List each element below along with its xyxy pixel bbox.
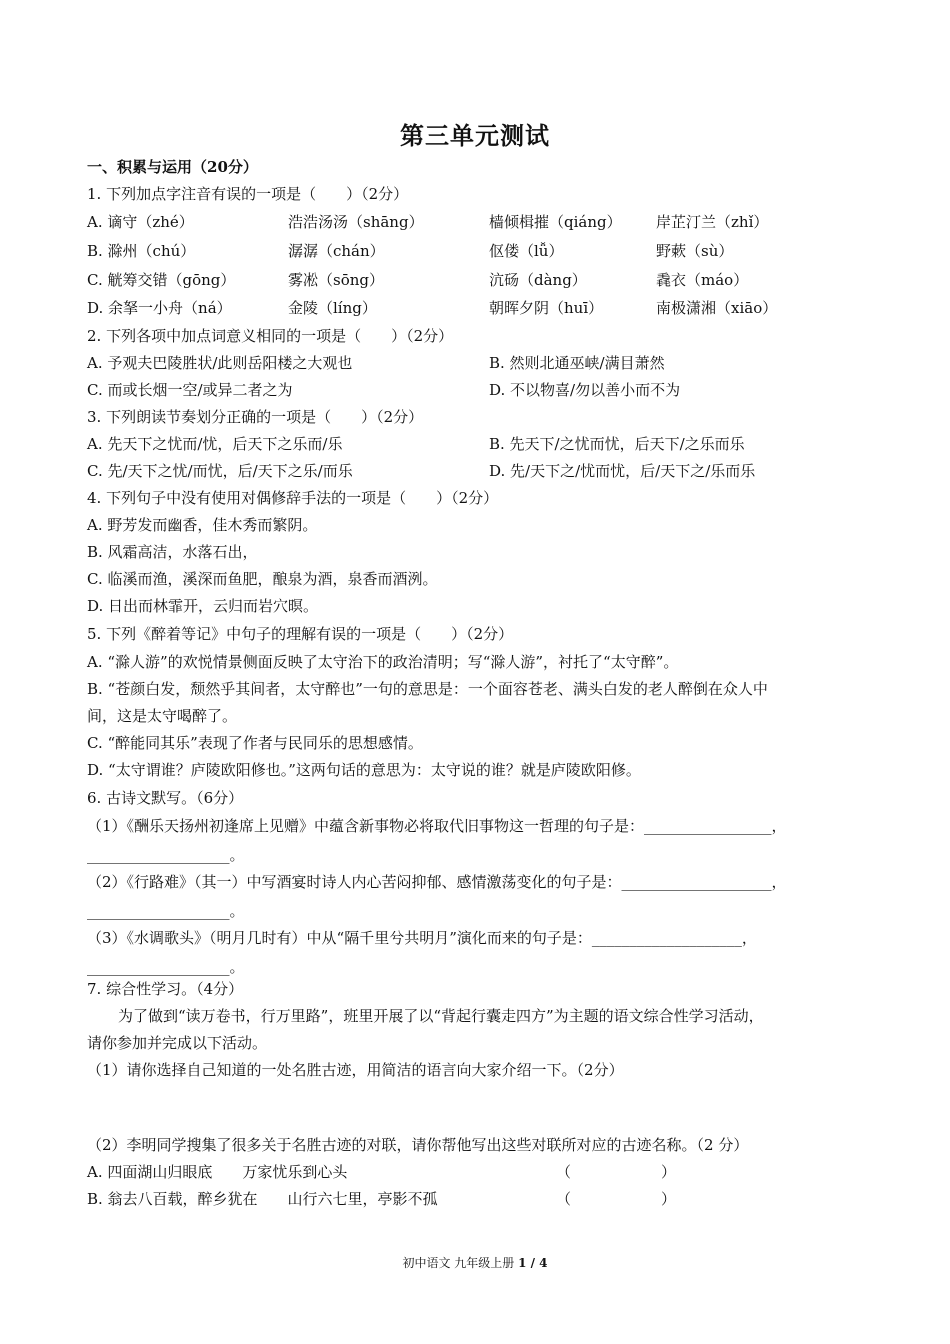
q4-stem: 4. 下列句子中没有使用对偶修辞手法的一项是（ ）（2分） [87, 489, 499, 507]
q6-part2-line2: ___________________。 [87, 902, 245, 920]
q1-c-3: 沆砀（dàng） [489, 271, 587, 289]
q7-couplet-b: B. 翁去八百载，醉乡犹在 山行六七里，亭影不孤 [87, 1190, 438, 1208]
q7-couplet-a: A. 四面湖山归眼底 万家忧乐到心头 [87, 1163, 348, 1181]
page-title: 第三单元测试 [400, 121, 550, 150]
q1-a-3: 樯倾楫摧（qiáng） [489, 213, 622, 231]
q6-part3-line2: ___________________。 [87, 958, 245, 976]
q1-d-4: 南极潇湘（xiāo） [656, 299, 778, 317]
q5-option-b-line1: B. “苍颜白发，颓然乎其间者，太守醉也”一句的意思是：一个面容苍老、满头白发的老人醉倒在众人中 [87, 680, 768, 698]
q7-stem: 7. 综合性学习。（4分） [87, 980, 244, 998]
q7-sub2: （2）李明同学搜集了很多关于名胜古迹的对联，请你帮他写出这些对联所对应的古迹名称。（2 分） [87, 1136, 749, 1154]
section-heading: 一、积累与运用（20分） [87, 158, 258, 176]
q1-b-4: 野蔌（sù） [656, 242, 734, 260]
q4-option-d: D. 日出而林霏开，云归而岩穴暝。 [87, 597, 319, 615]
page-number: 1 / 4 [518, 1256, 548, 1270]
q5-option-a: A. “滁人游”的欢悦情景侧面反映了太守治下的政治清明；写“滁人游”，衬托了“太守醉”。 [87, 653, 679, 671]
q2-option-c: C. 而或长烟一空/或异二者之为 [87, 381, 293, 399]
q3-option-c: C. 先/天下之忧/而忧，后/天下之乐/而乐 [87, 462, 353, 480]
footer-text: 初中语文 九年级上册 [402, 1256, 519, 1270]
q5-option-b-line2: 间，这是太守喝醉了。 [87, 707, 238, 725]
q1-c-1: C. 觥筹交错（gōng） [87, 271, 236, 289]
q6-part3-line1: （3）《水调歌头》（明月几时有）中从“隔千里兮共明月”演化而来的句子是：____________________， [87, 929, 757, 947]
q4-option-b: B. 风霜高洁，水落石出， [87, 543, 258, 561]
q1-stem: 1. 下列加点字注音有误的一项是（ ）（2分） [87, 185, 409, 203]
q7-answer-blank-b: （ ） [556, 1190, 677, 1208]
q2-option-d: D. 不以物喜/勿以善小而不为 [489, 381, 681, 399]
q5-option-c: C. “醉能同其乐”表现了作者与民同乐的思想感情。 [87, 734, 423, 752]
q6-part1-line2: ___________________。 [87, 846, 245, 864]
q7-intro-line2: 请你参加并完成以下活动。 [87, 1034, 268, 1052]
q7-intro-line1: 为了做到“读万卷书，行万里路”，班里开展了以“背起行囊走四方”为主题的语文综合性学习活动， [118, 1007, 764, 1025]
q4-option-c: C. 临溪而渔，溪深而鱼肥，酿泉为酒，泉香而酒洌。 [87, 570, 438, 588]
q2-option-a: A. 予观夫巴陵胜状/此则岳阳楼之大观也 [87, 354, 353, 372]
q1-a-4: 岸芷汀兰（zhǐ） [656, 213, 769, 231]
q2-option-b: B. 然则北通巫峡/满目萧然 [489, 354, 665, 372]
q1-c-4: 毳衣（máo） [656, 271, 749, 289]
q1-a-1: A. 谪守（zhé） [87, 213, 194, 231]
q1-d-1: D. 余拏一小舟（ná） [87, 299, 232, 317]
q6-part2-line1: （2）《行路难》（其一）中写酒宴时诗人内心苦闷抑郁、感情激荡变化的句子是：____________________， [87, 873, 787, 891]
page-footer [0, 1254, 950, 1271]
q5-option-d: D. “太守谓谁？庐陵欧阳修也。”这两句话的意思为：太守说的谁？就是庐陵欧阳修。 [87, 761, 641, 779]
q3-stem: 3. 下列朗读节奏划分正确的一项是（ ）（2分） [87, 408, 424, 426]
q7-sub1: （1）请你选择自己知道的一处名胜古迹，用简洁的语言向大家介绍一下。（2分） [87, 1061, 624, 1079]
q1-b-2: 潺潺（chán） [288, 242, 385, 260]
q1-b-1: B. 滁州（chú） [87, 242, 196, 260]
q5-stem: 5. 下列《醉着等记》中句子的理解有误的一项是（ ）（2分） [87, 625, 514, 643]
q2-stem: 2. 下列各项中加点词意义相同的一项是（ ）（2分） [87, 327, 454, 345]
q4-option-a: A. 野芳发而幽香，佳木秀而繁阴。 [87, 516, 318, 534]
q3-option-b: B. 先天下/之忧而忧，后天下/之乐而乐 [489, 435, 745, 453]
q1-d-3: 朝晖夕阴（huī） [489, 299, 604, 317]
q6-stem: 6. 古诗文默写。（6分） [87, 789, 244, 807]
q1-d-2: 金陵（líng） [288, 299, 377, 317]
q1-b-3: 伛偻（lǚ） [489, 242, 564, 260]
q6-part1-line1: （1）《酬乐天扬州初逢席上见赠》中蕴含新事物必将取代旧事物这一哲理的句子是：_________________， [87, 817, 787, 835]
q3-option-d: D. 先/天下之/忧而忧，后/天下之/乐而乐 [489, 462, 756, 480]
q3-option-a: A. 先天下之忧而/忧，后天下之乐而/乐 [87, 435, 343, 453]
q7-answer-blank-a: （ ） [556, 1163, 677, 1181]
q1-a-2: 浩浩汤汤（shāng） [288, 213, 424, 231]
q1-c-2: 雾凇（sōng） [288, 271, 384, 289]
